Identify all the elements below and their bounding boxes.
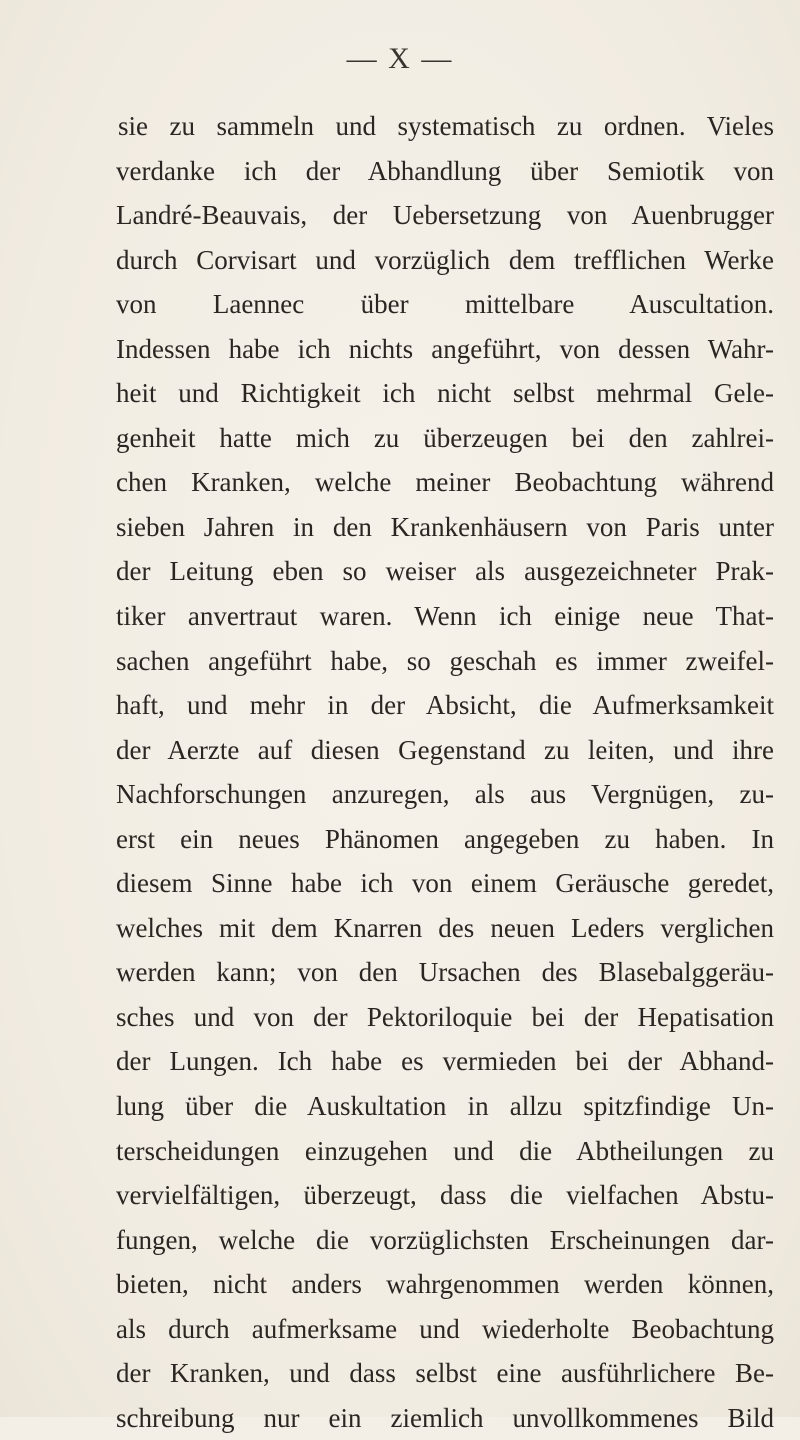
text-line: werden kann; von den Ursachen des Blasebalggeräu- (116, 957, 774, 988)
text-line: vervielfältigen, überzeugt, dass die vielfachen Abstu- (116, 1180, 774, 1211)
text-line: der Leitung eben so weiser als ausgezeichneter Prak- (116, 556, 774, 587)
text-line: durch Corvisart und vorzüglich dem trefflichen Werke (116, 244, 774, 275)
text-line: als durch aufmerksame und wiederholte Beobachtung (116, 1313, 774, 1344)
text-line: der Aerzte auf diesen Gegenstand zu leiten, und ihre (116, 734, 774, 765)
text-line: Indessen habe ich nichts angeführt, von dessen Wahr- (116, 333, 774, 364)
text-line: sches und von der Pektoriloquie bei der Hepatisation (116, 1001, 774, 1032)
text-line: von Laennec über mittelbare Auscultation. (116, 289, 774, 320)
text-line: Landré-Beauvais, der Uebersetzung von Auenbrugger (116, 200, 774, 231)
text-line: sie zu sammeln und systematisch zu ordnen. Vieles (118, 111, 774, 141)
text-line: bieten, nicht anders wahrgenommen werden können, (116, 1269, 774, 1300)
text-line: terscheidungen einzugehen und die Abtheilungen zu (116, 1135, 774, 1166)
text-line: sieben Jahren in den Krankenhäusern von Paris unter (116, 511, 774, 542)
text-line: Nachforschungen anzuregen, als aus Vergnügen, zu- (116, 779, 774, 810)
text-line: sachen angeführt habe, so geschah es immer zweifel- (116, 645, 774, 676)
body-text (116, 104, 774, 1440)
text-line: chen Kranken, welche meiner Beobachtung während (116, 467, 774, 498)
text-line: welches mit dem Knarren des neuen Leders verglichen (116, 912, 774, 943)
text-line: lung über die Auskultation in allzu spitzfindige Un- (116, 1091, 774, 1122)
text-line: genheit hatte mich zu überzeugen bei den zahlrei- (116, 422, 774, 453)
text-line: schreibung nur ein ziemlich unvollkommenes Bild (116, 1402, 774, 1433)
text-line: diesem Sinne habe ich von einem Geräusche geredet, (116, 868, 774, 899)
text-line: verdanke ich der Abhandlung über Semiotik von (116, 155, 774, 186)
text-line: fungen, welche die vorzüglichsten Erscheinungen dar- (116, 1224, 774, 1255)
text-line: haft, und mehr in der Absicht, die Aufmerksamkeit (116, 690, 774, 721)
page-number: — X — (346, 42, 454, 75)
text-line: erst ein neues Phänomen angegeben zu haben. In (116, 823, 774, 854)
text-line: der Kranken, und dass selbst eine ausführlichere Be- (116, 1358, 774, 1389)
text-line: der Lungen. Ich habe es vermieden bei der Abhand- (116, 1046, 774, 1077)
text-line: tiker anvertraut waren. Wenn ich einige neue That- (116, 601, 774, 632)
text-line: heit und Richtigkeit ich nicht selbst mehrmal Gele- (116, 378, 774, 409)
